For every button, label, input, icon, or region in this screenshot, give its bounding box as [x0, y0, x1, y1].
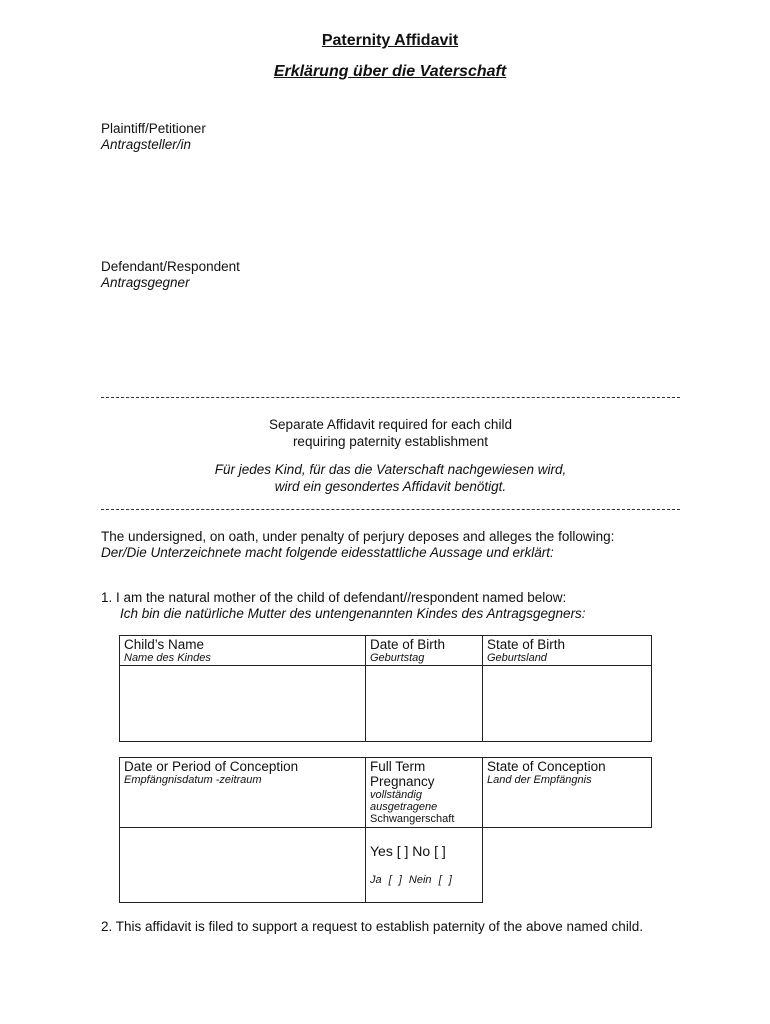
oath-block: [101, 529, 614, 561]
dashed-divider-bottom: [101, 509, 680, 510]
oath-text-german: Der/Die Unterzeichnete macht folgende eidesstattliche Aussage und erklärt:: [101, 545, 554, 560]
defendant-label-german: Antragsgegner: [101, 275, 190, 290]
full-term-label-german-2: Schwangerschaft: [370, 813, 455, 825]
conception-date-cell[interactable]: [120, 828, 366, 903]
full-term-cell: [366, 828, 483, 903]
state-of-birth-header: [483, 636, 652, 666]
plaintiff-block: [101, 121, 206, 153]
conception-date-header: [120, 758, 366, 828]
notice-block: [101, 416, 680, 495]
childs-name-cell[interactable]: [120, 666, 366, 742]
date-of-birth-label-german: Geburtstag: [370, 652, 425, 664]
full-term-header: [366, 758, 483, 828]
page-title-german: Erklärung über die Vaterschaft: [273, 63, 507, 80]
page-title: Paternity Affidavit: [321, 32, 459, 49]
ja-nein-checkboxes[interactable]: Ja [ ] Nein [ ]: [370, 874, 452, 886]
item-1-text-german: Ich bin die natürliche Mutter des untengenannten Kindes des Antragsgegners:: [120, 606, 586, 621]
notice-line-2-german: wird ein gesondertes Affidavit benötigt.: [274, 479, 507, 494]
full-term-label-german: vollständig ausgetragene: [370, 789, 438, 813]
item-1-text: 1. I am the natural mother of the child of defendant//respondent named below:: [101, 590, 567, 605]
state-of-conception-label: State of Conception: [487, 759, 606, 774]
conception-date-label: Date or Period of Conception: [124, 759, 299, 774]
state-of-birth-label: State of Birth: [487, 637, 566, 652]
state-of-conception-header: [483, 758, 652, 828]
childs-name-header: [120, 636, 366, 666]
childs-name-label-german: Name des Kindes: [124, 652, 211, 664]
defendant-block: [101, 259, 240, 291]
full-term-label: Full Term Pregnancy: [370, 759, 435, 789]
conception-date-label-german: Empfängnisdatum -zeitraum: [124, 774, 262, 786]
yes-no-checkboxes[interactable]: Yes [ ] No [ ]: [370, 843, 446, 859]
notice-line-2: requiring paternity establishment: [292, 434, 489, 449]
date-of-birth-label: Date of Birth: [370, 637, 446, 652]
child-info-table: [119, 635, 652, 742]
defendant-label: Defendant/Respondent: [101, 259, 240, 274]
childs-name-label: Child’s Name: [124, 637, 205, 652]
state-of-conception-cell[interactable]: [483, 828, 652, 903]
plaintiff-label: Plaintiff/Petitioner: [101, 121, 206, 136]
state-of-birth-label-german: Geburtsland: [487, 652, 547, 664]
state-of-birth-cell[interactable]: [483, 666, 652, 742]
date-of-birth-header: [366, 636, 483, 666]
item-2-text: 2. This affidavit is filed to support a request to establish paternity of the above named child.: [101, 919, 644, 934]
item-2: [101, 919, 643, 935]
oath-text: The undersigned, on oath, under penalty of perjury deposes and alleges the following:: [101, 529, 615, 544]
notice-line-1-german: Für jedes Kind, für das die Vaterschaft nachgewiesen wird,: [214, 462, 567, 477]
dashed-divider-top: [101, 397, 680, 398]
date-of-birth-cell[interactable]: [366, 666, 483, 742]
item-1: [101, 590, 586, 622]
notice-line-1: Separate Affidavit required for each child: [269, 417, 512, 432]
conception-table: [119, 757, 652, 903]
plaintiff-label-german: Antragsteller/in: [101, 137, 192, 152]
state-of-conception-label-german: Land der Empfängnis: [487, 774, 592, 786]
